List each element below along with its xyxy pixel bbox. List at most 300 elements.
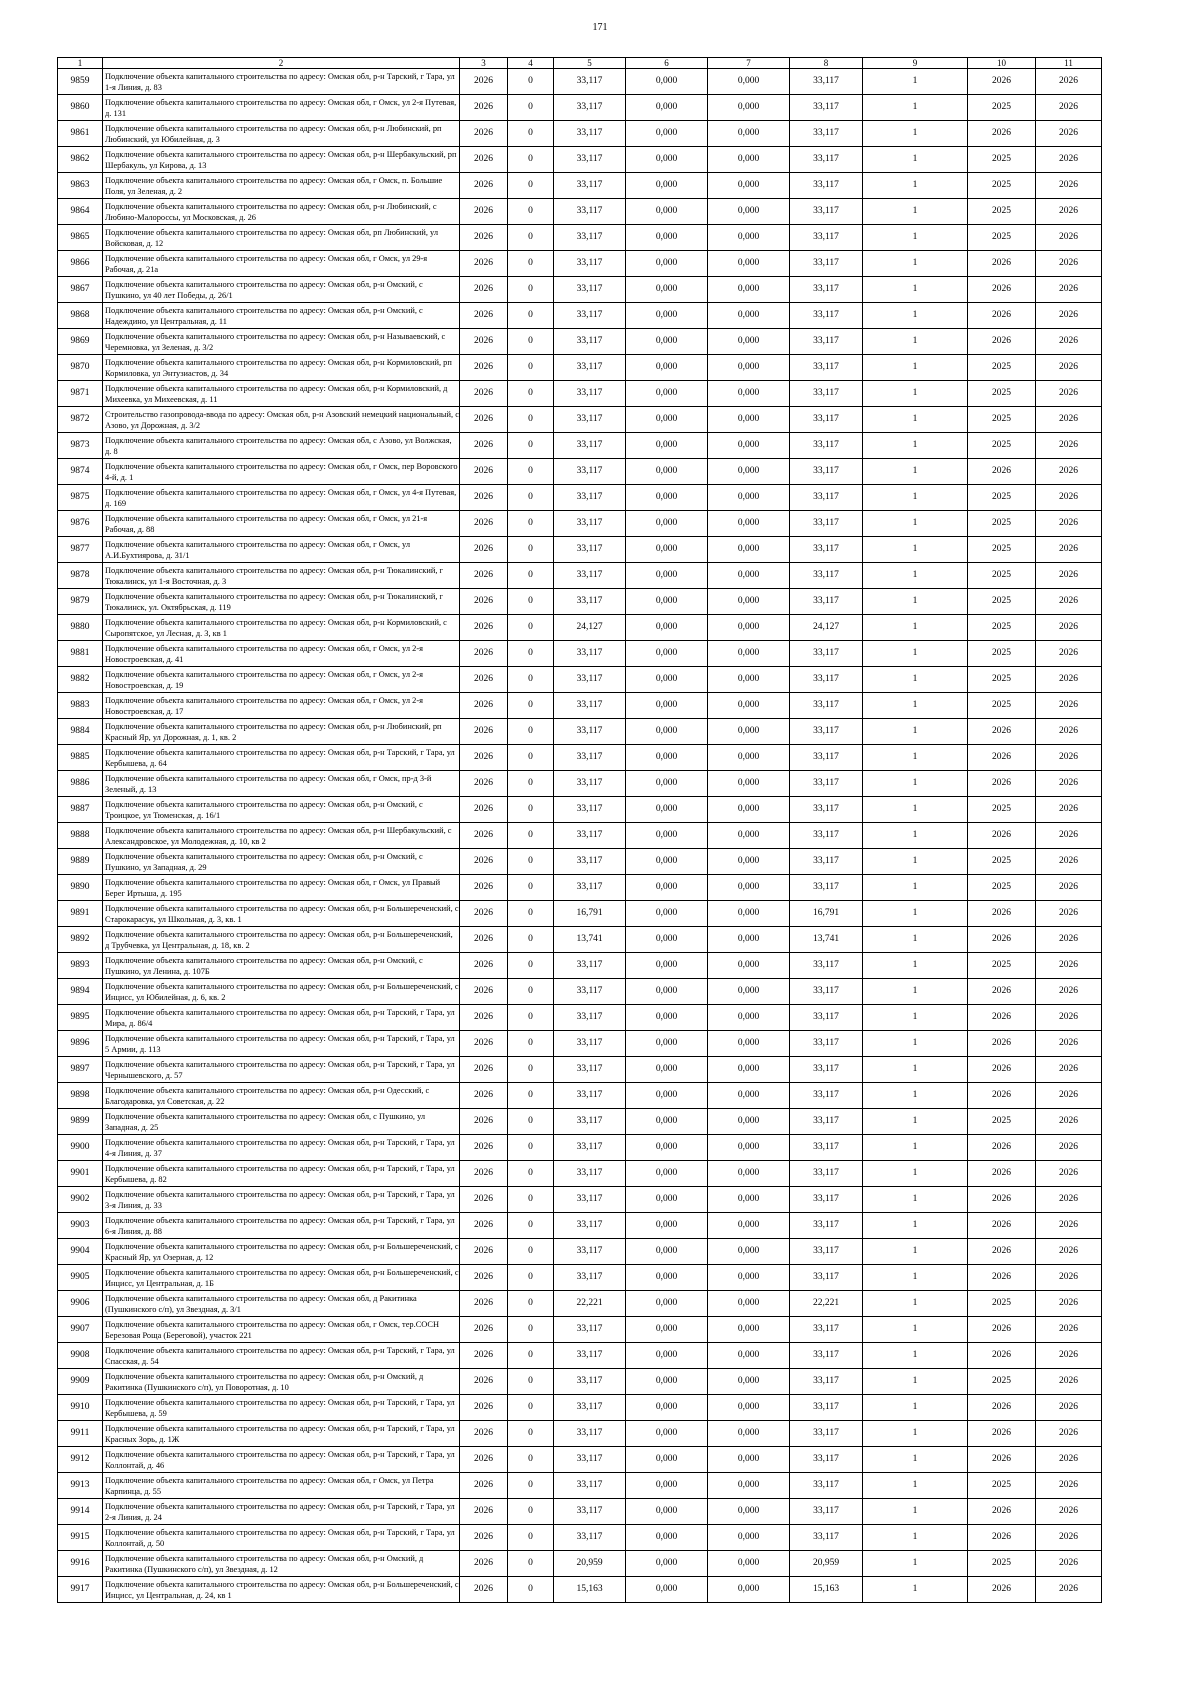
value-col-4-cell: 0 bbox=[508, 95, 554, 121]
start-year-cell: 2026 bbox=[968, 277, 1036, 303]
start-year-cell: 2025 bbox=[968, 433, 1036, 459]
end-year-cell: 2026 bbox=[1036, 953, 1102, 979]
count-cell: 1 bbox=[863, 1187, 968, 1213]
end-year-cell: 2026 bbox=[1036, 1135, 1102, 1161]
start-year-cell: 2026 bbox=[968, 329, 1036, 355]
cost-col-8-cell: 33,117 bbox=[790, 979, 863, 1005]
cost-total-cell: 33,117 bbox=[554, 329, 626, 355]
cost-col-8-cell: 33,117 bbox=[790, 641, 863, 667]
cost-col-8-cell: 33,117 bbox=[790, 381, 863, 407]
cost-col-7-cell: 0,000 bbox=[708, 667, 790, 693]
cost-total-cell: 33,117 bbox=[554, 875, 626, 901]
year-cell: 2026 bbox=[460, 771, 508, 797]
cost-col-8-cell: 33,117 bbox=[790, 589, 863, 615]
cost-col-8-cell: 33,117 bbox=[790, 329, 863, 355]
cost-col-8-cell: 33,117 bbox=[790, 1031, 863, 1057]
end-year-cell: 2026 bbox=[1036, 511, 1102, 537]
count-cell: 1 bbox=[863, 199, 968, 225]
year-cell: 2026 bbox=[460, 1187, 508, 1213]
value-col-4-cell: 0 bbox=[508, 1343, 554, 1369]
object-description-cell: Подключение объекта капитального строительства по адресу: Омская обл, р-н Тарский, г Тара, ул Кербышева, д. 64 bbox=[103, 745, 460, 771]
value-col-4-cell: 0 bbox=[508, 719, 554, 745]
object-description-cell: Подключение объекта капитального строительства по адресу: Омская обл, р-н Омский, с Пушкино, ул Ленина, д. 107Б bbox=[103, 953, 460, 979]
object-description-cell: Подключение объекта капитального строительства по адресу: Омская обл, г Омск, ул 4-я Путевая, д. 169 bbox=[103, 485, 460, 511]
cost-col-6-cell: 0,000 bbox=[626, 615, 708, 641]
start-year-cell: 2026 bbox=[968, 771, 1036, 797]
object-description-cell: Подключение объекта капитального строительства по адресу: Омская обл, г Омск, тер.СОСН Березовая Роща (Береговой), участок 221 bbox=[103, 1317, 460, 1343]
cost-col-8-cell: 33,117 bbox=[790, 1317, 863, 1343]
year-cell: 2026 bbox=[460, 1525, 508, 1551]
start-year-cell: 2025 bbox=[968, 1473, 1036, 1499]
cost-col-7-cell: 0,000 bbox=[708, 329, 790, 355]
end-year-cell: 2026 bbox=[1036, 589, 1102, 615]
cost-col-8-cell: 33,117 bbox=[790, 121, 863, 147]
cost-total-cell: 33,117 bbox=[554, 1031, 626, 1057]
start-year-cell: 2025 bbox=[968, 381, 1036, 407]
cost-col-8-cell: 33,117 bbox=[790, 1057, 863, 1083]
cost-col-8-cell: 33,117 bbox=[790, 303, 863, 329]
start-year-cell: 2025 bbox=[968, 849, 1036, 875]
cost-total-cell: 33,117 bbox=[554, 563, 626, 589]
count-cell: 1 bbox=[863, 1577, 968, 1603]
count-cell: 1 bbox=[863, 485, 968, 511]
year-cell: 2026 bbox=[460, 1135, 508, 1161]
object-description-cell: Подключение объекта капитального строительства по адресу: Омская обл, р-н Шербакульский, рп Шербакуль, ул Кирова, д. 13 bbox=[103, 147, 460, 173]
end-year-cell: 2026 bbox=[1036, 1343, 1102, 1369]
cost-total-cell: 33,117 bbox=[554, 251, 626, 277]
object-description-cell: Подключение объекта капитального строительства по адресу: Омская обл, г Омск, ул Петра Карпинца, д. 55 bbox=[103, 1473, 460, 1499]
end-year-cell: 2026 bbox=[1036, 667, 1102, 693]
year-cell: 2026 bbox=[460, 1395, 508, 1421]
year-cell: 2026 bbox=[460, 849, 508, 875]
year-cell: 2026 bbox=[460, 433, 508, 459]
object-description-cell: Подключение объекта капитального строительства по адресу: Омская обл, с Азово, ул Волжская, д. 8 bbox=[103, 433, 460, 459]
year-cell: 2026 bbox=[460, 355, 508, 381]
count-cell: 1 bbox=[863, 1369, 968, 1395]
cost-col-8-cell: 33,117 bbox=[790, 355, 863, 381]
table-row bbox=[58, 563, 1102, 589]
cost-total-cell: 33,117 bbox=[554, 823, 626, 849]
year-cell: 2026 bbox=[460, 615, 508, 641]
cost-col-6-cell: 0,000 bbox=[626, 407, 708, 433]
cost-col-8-cell: 33,117 bbox=[790, 537, 863, 563]
end-year-cell: 2026 bbox=[1036, 121, 1102, 147]
row-number-cell: 9875 bbox=[58, 485, 103, 511]
count-cell: 1 bbox=[863, 277, 968, 303]
table-row bbox=[58, 615, 1102, 641]
cost-col-6-cell: 0,000 bbox=[626, 953, 708, 979]
count-cell: 1 bbox=[863, 1343, 968, 1369]
row-number-cell: 9908 bbox=[58, 1343, 103, 1369]
cost-col-6-cell: 0,000 bbox=[626, 355, 708, 381]
cost-col-8-cell: 33,117 bbox=[790, 277, 863, 303]
cost-col-8-cell: 33,117 bbox=[790, 1161, 863, 1187]
value-col-4-cell: 0 bbox=[508, 1213, 554, 1239]
cost-col-6-cell: 0,000 bbox=[626, 1343, 708, 1369]
start-year-cell: 2026 bbox=[968, 1135, 1036, 1161]
start-year-cell: 2025 bbox=[968, 1109, 1036, 1135]
cost-col-7-cell: 0,000 bbox=[708, 875, 790, 901]
start-year-cell: 2025 bbox=[968, 615, 1036, 641]
end-year-cell: 2026 bbox=[1036, 875, 1102, 901]
year-cell: 2026 bbox=[460, 69, 508, 95]
object-description-cell: Подключение объекта капитального строительства по адресу: Омская обл, р-н Тарский, г Тара, ул 6-я Линия, д. 88 bbox=[103, 1213, 460, 1239]
end-year-cell: 2026 bbox=[1036, 381, 1102, 407]
table-row bbox=[58, 667, 1102, 693]
value-col-4-cell: 0 bbox=[508, 433, 554, 459]
row-number-cell: 9878 bbox=[58, 563, 103, 589]
end-year-cell: 2026 bbox=[1036, 1239, 1102, 1265]
object-description-cell: Подключение объекта капитального строительства по адресу: Омская обл, р-н Любинский, рп Любинский, ул Юбилейная, д. 3 bbox=[103, 121, 460, 147]
end-year-cell: 2026 bbox=[1036, 537, 1102, 563]
end-year-cell: 2026 bbox=[1036, 303, 1102, 329]
value-col-4-cell: 0 bbox=[508, 875, 554, 901]
end-year-cell: 2026 bbox=[1036, 355, 1102, 381]
start-year-cell: 2025 bbox=[968, 95, 1036, 121]
end-year-cell: 2026 bbox=[1036, 251, 1102, 277]
cost-col-6-cell: 0,000 bbox=[626, 537, 708, 563]
object-description-cell: Подключение объекта капитального строительства по адресу: Омская обл, р-н Тарский, г Тара, ул 2-я Линия, д. 24 bbox=[103, 1499, 460, 1525]
cost-col-8-cell: 33,117 bbox=[790, 667, 863, 693]
count-cell: 1 bbox=[863, 537, 968, 563]
row-number-cell: 9914 bbox=[58, 1499, 103, 1525]
row-number-cell: 9873 bbox=[58, 433, 103, 459]
cost-col-7-cell: 0,000 bbox=[708, 303, 790, 329]
cost-col-7-cell: 0,000 bbox=[708, 1083, 790, 1109]
column-number: 10 bbox=[968, 58, 1036, 69]
cost-col-7-cell: 0,000 bbox=[708, 1499, 790, 1525]
cost-total-cell: 33,117 bbox=[554, 1239, 626, 1265]
count-cell: 1 bbox=[863, 147, 968, 173]
cost-col-7-cell: 0,000 bbox=[708, 277, 790, 303]
end-year-cell: 2026 bbox=[1036, 225, 1102, 251]
cost-col-8-cell: 33,117 bbox=[790, 693, 863, 719]
table-row bbox=[58, 1343, 1102, 1369]
table-row bbox=[58, 381, 1102, 407]
table-row bbox=[58, 225, 1102, 251]
cost-total-cell: 24,127 bbox=[554, 615, 626, 641]
end-year-cell: 2026 bbox=[1036, 1291, 1102, 1317]
table-row bbox=[58, 693, 1102, 719]
count-cell: 1 bbox=[863, 407, 968, 433]
cost-col-6-cell: 0,000 bbox=[626, 277, 708, 303]
start-year-cell: 2025 bbox=[968, 537, 1036, 563]
object-description-cell: Подключение объекта капитального строительства по адресу: Омская обл, р-н Тарский, г Тара, ул 5 Армии, д. 113 bbox=[103, 1031, 460, 1057]
row-number-cell: 9910 bbox=[58, 1395, 103, 1421]
cost-col-6-cell: 0,000 bbox=[626, 121, 708, 147]
object-description-cell: Подключение объекта капитального строительства по адресу: Омская обл, д Ракитинка (Пушкинского с/п), ул Звездная, д. 3/1 bbox=[103, 1291, 460, 1317]
cost-total-cell: 33,117 bbox=[554, 1395, 626, 1421]
value-col-4-cell: 0 bbox=[508, 1083, 554, 1109]
cost-col-8-cell: 33,117 bbox=[790, 95, 863, 121]
cost-col-6-cell: 0,000 bbox=[626, 69, 708, 95]
cost-col-7-cell: 0,000 bbox=[708, 199, 790, 225]
table-row bbox=[58, 745, 1102, 771]
table-row bbox=[58, 1265, 1102, 1291]
object-description-cell: Подключение объекта капитального строительства по адресу: Омская обл, р-н Одесский, с Благодаровка, ул Советская, д. 22 bbox=[103, 1083, 460, 1109]
value-col-4-cell: 0 bbox=[508, 1369, 554, 1395]
cost-total-cell: 33,117 bbox=[554, 1161, 626, 1187]
row-number-cell: 9899 bbox=[58, 1109, 103, 1135]
table-row bbox=[58, 1239, 1102, 1265]
row-number-cell: 9859 bbox=[58, 69, 103, 95]
cost-total-cell: 33,117 bbox=[554, 1187, 626, 1213]
start-year-cell: 2025 bbox=[968, 641, 1036, 667]
cost-col-6-cell: 0,000 bbox=[626, 1005, 708, 1031]
count-cell: 1 bbox=[863, 69, 968, 95]
cost-total-cell: 33,117 bbox=[554, 953, 626, 979]
object-description-cell: Подключение объекта капитального строительства по адресу: Омская обл, г Омск, ул Правый Берег Иртыша, д. 195 bbox=[103, 875, 460, 901]
object-description-cell: Подключение объекта капитального строительства по адресу: Омская обл, рп Любинский, ул Войсковая, д. 12 bbox=[103, 225, 460, 251]
cost-total-cell: 33,117 bbox=[554, 1109, 626, 1135]
start-year-cell: 2026 bbox=[968, 927, 1036, 953]
object-description-cell: Подключение объекта капитального строительства по адресу: Омская обл, р-н Тарский, г Тара, ул Мира, д. 86/4 bbox=[103, 1005, 460, 1031]
cost-col-7-cell: 0,000 bbox=[708, 797, 790, 823]
value-col-4-cell: 0 bbox=[508, 1395, 554, 1421]
cost-col-8-cell: 33,117 bbox=[790, 1239, 863, 1265]
year-cell: 2026 bbox=[460, 693, 508, 719]
column-number: 4 bbox=[508, 58, 554, 69]
table-row bbox=[58, 1499, 1102, 1525]
cost-col-7-cell: 0,000 bbox=[708, 1551, 790, 1577]
cost-total-cell: 16,791 bbox=[554, 901, 626, 927]
count-cell: 1 bbox=[863, 875, 968, 901]
cost-col-7-cell: 0,000 bbox=[708, 1057, 790, 1083]
start-year-cell: 2026 bbox=[968, 901, 1036, 927]
count-cell: 1 bbox=[863, 771, 968, 797]
object-description-cell: Подключение объекта капитального строительства по адресу: Омская обл, р-н Любинский, рп Красный Яр, ул Дорожная, д. 1, кв. 2 bbox=[103, 719, 460, 745]
table-row bbox=[58, 95, 1102, 121]
count-cell: 1 bbox=[863, 1551, 968, 1577]
data-table bbox=[57, 57, 1102, 1603]
cost-total-cell: 33,117 bbox=[554, 589, 626, 615]
start-year-cell: 2025 bbox=[968, 407, 1036, 433]
end-year-cell: 2026 bbox=[1036, 277, 1102, 303]
end-year-cell: 2026 bbox=[1036, 797, 1102, 823]
table-row bbox=[58, 485, 1102, 511]
row-number-cell: 9888 bbox=[58, 823, 103, 849]
year-cell: 2026 bbox=[460, 1473, 508, 1499]
object-description-cell: Подключение объекта капитального строительства по адресу: Омская обл, р-н Тарский, г Тара, ул Коллонтай, д. 50 bbox=[103, 1525, 460, 1551]
value-col-4-cell: 0 bbox=[508, 771, 554, 797]
object-description-cell: Подключение объекта капитального строительства по адресу: Омская обл, р-н Кормиловский, с Сыропятское, ул Лесная, д. 3, кв 1 bbox=[103, 615, 460, 641]
cost-col-6-cell: 0,000 bbox=[626, 797, 708, 823]
start-year-cell: 2025 bbox=[968, 225, 1036, 251]
year-cell: 2026 bbox=[460, 199, 508, 225]
cost-col-7-cell: 0,000 bbox=[708, 1473, 790, 1499]
start-year-cell: 2025 bbox=[968, 173, 1036, 199]
cost-col-8-cell: 33,117 bbox=[790, 1525, 863, 1551]
cost-col-7-cell: 0,000 bbox=[708, 979, 790, 1005]
count-cell: 1 bbox=[863, 95, 968, 121]
year-cell: 2026 bbox=[460, 641, 508, 667]
table-row bbox=[58, 329, 1102, 355]
cost-col-7-cell: 0,000 bbox=[708, 1447, 790, 1473]
cost-col-7-cell: 0,000 bbox=[708, 589, 790, 615]
value-col-4-cell: 0 bbox=[508, 1317, 554, 1343]
row-number-cell: 9898 bbox=[58, 1083, 103, 1109]
cost-col-6-cell: 0,000 bbox=[626, 1291, 708, 1317]
value-col-4-cell: 0 bbox=[508, 1135, 554, 1161]
start-year-cell: 2026 bbox=[968, 1525, 1036, 1551]
year-cell: 2026 bbox=[460, 121, 508, 147]
cost-col-8-cell: 33,117 bbox=[790, 1187, 863, 1213]
table-row bbox=[58, 1577, 1102, 1603]
cost-total-cell: 33,117 bbox=[554, 433, 626, 459]
count-cell: 1 bbox=[863, 667, 968, 693]
cost-col-6-cell: 0,000 bbox=[626, 563, 708, 589]
row-number-cell: 9866 bbox=[58, 251, 103, 277]
end-year-cell: 2026 bbox=[1036, 1005, 1102, 1031]
row-number-cell: 9880 bbox=[58, 615, 103, 641]
object-description-cell: Подключение объекта капитального строительства по адресу: Омская обл, р-н Тарский, г Тара, ул 1-я Линия, д. 83 bbox=[103, 69, 460, 95]
end-year-cell: 2026 bbox=[1036, 563, 1102, 589]
count-cell: 1 bbox=[863, 1031, 968, 1057]
cost-col-8-cell: 33,117 bbox=[790, 1109, 863, 1135]
cost-col-7-cell: 0,000 bbox=[708, 1161, 790, 1187]
cost-col-7-cell: 0,000 bbox=[708, 615, 790, 641]
row-number-cell: 9893 bbox=[58, 953, 103, 979]
table-row bbox=[58, 251, 1102, 277]
cost-total-cell: 33,117 bbox=[554, 1447, 626, 1473]
row-number-cell: 9886 bbox=[58, 771, 103, 797]
table-row bbox=[58, 1135, 1102, 1161]
cost-col-6-cell: 0,000 bbox=[626, 745, 708, 771]
count-cell: 1 bbox=[863, 1161, 968, 1187]
count-cell: 1 bbox=[863, 1083, 968, 1109]
object-description-cell: Подключение объекта капитального строительства по адресу: Омская обл, г Омск, ул 2-я Новостроевская, д. 41 bbox=[103, 641, 460, 667]
value-col-4-cell: 0 bbox=[508, 1109, 554, 1135]
table-row bbox=[58, 641, 1102, 667]
end-year-cell: 2026 bbox=[1036, 1447, 1102, 1473]
count-cell: 1 bbox=[863, 1057, 968, 1083]
cost-col-7-cell: 0,000 bbox=[708, 1577, 790, 1603]
value-col-4-cell: 0 bbox=[508, 1525, 554, 1551]
end-year-cell: 2026 bbox=[1036, 1031, 1102, 1057]
end-year-cell: 2026 bbox=[1036, 901, 1102, 927]
cost-col-6-cell: 0,000 bbox=[626, 1369, 708, 1395]
value-col-4-cell: 0 bbox=[508, 381, 554, 407]
object-description-cell: Подключение объекта капитального строительства по адресу: Омская обл, р-н Тюкалинский, г Тюкалинск, ул. Октябрьская, д. 119 bbox=[103, 589, 460, 615]
cost-total-cell: 33,117 bbox=[554, 199, 626, 225]
table-row bbox=[58, 979, 1102, 1005]
cost-col-6-cell: 0,000 bbox=[626, 1551, 708, 1577]
row-number-cell: 9896 bbox=[58, 1031, 103, 1057]
cost-col-6-cell: 0,000 bbox=[626, 1083, 708, 1109]
cost-col-6-cell: 0,000 bbox=[626, 1031, 708, 1057]
page-number: 171 bbox=[592, 22, 608, 33]
value-col-4-cell: 0 bbox=[508, 1421, 554, 1447]
count-cell: 1 bbox=[863, 693, 968, 719]
value-col-4-cell: 0 bbox=[508, 953, 554, 979]
cost-total-cell: 33,117 bbox=[554, 1005, 626, 1031]
row-number-cell: 9865 bbox=[58, 225, 103, 251]
value-col-4-cell: 0 bbox=[508, 1291, 554, 1317]
cost-col-6-cell: 0,000 bbox=[626, 511, 708, 537]
table-row bbox=[58, 1109, 1102, 1135]
row-number-cell: 9916 bbox=[58, 1551, 103, 1577]
cost-col-7-cell: 0,000 bbox=[708, 251, 790, 277]
value-col-4-cell: 0 bbox=[508, 121, 554, 147]
column-number: 9 bbox=[863, 58, 968, 69]
cost-col-6-cell: 0,000 bbox=[626, 901, 708, 927]
count-cell: 1 bbox=[863, 173, 968, 199]
end-year-cell: 2026 bbox=[1036, 1213, 1102, 1239]
row-number-cell: 9906 bbox=[58, 1291, 103, 1317]
table-row bbox=[58, 953, 1102, 979]
cost-col-8-cell: 13,741 bbox=[790, 927, 863, 953]
cost-col-7-cell: 0,000 bbox=[708, 1109, 790, 1135]
table-row bbox=[58, 1551, 1102, 1577]
column-number: 1 bbox=[58, 58, 103, 69]
start-year-cell: 2026 bbox=[968, 1395, 1036, 1421]
column-number: 7 bbox=[708, 58, 790, 69]
object-description-cell: Подключение объекта капитального строительства по адресу: Омская обл, р-н Большереченский, с Инцисс, ул Центральная, д. 24, кв 1 bbox=[103, 1577, 460, 1603]
table-row bbox=[58, 927, 1102, 953]
row-number-cell: 9862 bbox=[58, 147, 103, 173]
table-row bbox=[58, 823, 1102, 849]
object-description-cell: Подключение объекта капитального строительства по адресу: Омская обл, р-н Большереченский, с Инцисс, ул Юбилейная, д. 6, кв. 2 bbox=[103, 979, 460, 1005]
object-description-cell: Подключение объекта капитального строительства по адресу: Омская обл, р-н Омский, д Ракитинка (Пушкинского с/п), ул Звездная, д. 12 bbox=[103, 1551, 460, 1577]
end-year-cell: 2026 bbox=[1036, 1421, 1102, 1447]
value-col-4-cell: 0 bbox=[508, 1577, 554, 1603]
cost-total-cell: 33,117 bbox=[554, 745, 626, 771]
cost-col-8-cell: 33,117 bbox=[790, 771, 863, 797]
cost-col-6-cell: 0,000 bbox=[626, 199, 708, 225]
start-year-cell: 2026 bbox=[968, 1031, 1036, 1057]
cost-col-7-cell: 0,000 bbox=[708, 745, 790, 771]
table-row bbox=[58, 1161, 1102, 1187]
object-description-cell: Подключение объекта капитального строительства по адресу: Омская обл, р-н Омский, с Пушкино, ул 40 лет Победы, д. 26/1 bbox=[103, 277, 460, 303]
year-cell: 2026 bbox=[460, 407, 508, 433]
cost-total-cell: 33,117 bbox=[554, 1083, 626, 1109]
cost-col-7-cell: 0,000 bbox=[708, 459, 790, 485]
value-col-4-cell: 0 bbox=[508, 1551, 554, 1577]
cost-col-7-cell: 0,000 bbox=[708, 901, 790, 927]
count-cell: 1 bbox=[863, 1395, 968, 1421]
value-col-4-cell: 0 bbox=[508, 693, 554, 719]
start-year-cell: 2026 bbox=[968, 1213, 1036, 1239]
row-number-cell: 9874 bbox=[58, 459, 103, 485]
year-cell: 2026 bbox=[460, 1551, 508, 1577]
count-cell: 1 bbox=[863, 849, 968, 875]
cost-col-8-cell: 33,117 bbox=[790, 1369, 863, 1395]
start-year-cell: 2025 bbox=[968, 147, 1036, 173]
row-number-cell: 9869 bbox=[58, 329, 103, 355]
start-year-cell: 2026 bbox=[968, 1499, 1036, 1525]
count-cell: 1 bbox=[863, 797, 968, 823]
row-number-cell: 9872 bbox=[58, 407, 103, 433]
value-col-4-cell: 0 bbox=[508, 1447, 554, 1473]
row-number-cell: 9913 bbox=[58, 1473, 103, 1499]
end-year-cell: 2026 bbox=[1036, 979, 1102, 1005]
value-col-4-cell: 0 bbox=[508, 173, 554, 199]
start-year-cell: 2026 bbox=[968, 1161, 1036, 1187]
object-description-cell: Подключение объекта капитального строительства по адресу: Омская обл, р-н Омский, с Надеждино, ул Центральная, д. 11 bbox=[103, 303, 460, 329]
cost-total-cell: 33,117 bbox=[554, 1317, 626, 1343]
year-cell: 2026 bbox=[460, 329, 508, 355]
column-number: 11 bbox=[1036, 58, 1102, 69]
start-year-cell: 2025 bbox=[968, 797, 1036, 823]
value-col-4-cell: 0 bbox=[508, 251, 554, 277]
table-row bbox=[58, 511, 1102, 537]
value-col-4-cell: 0 bbox=[508, 303, 554, 329]
cost-total-cell: 22,221 bbox=[554, 1291, 626, 1317]
row-number-cell: 9897 bbox=[58, 1057, 103, 1083]
start-year-cell: 2026 bbox=[968, 251, 1036, 277]
cost-col-8-cell: 33,117 bbox=[790, 719, 863, 745]
cost-col-7-cell: 0,000 bbox=[708, 355, 790, 381]
